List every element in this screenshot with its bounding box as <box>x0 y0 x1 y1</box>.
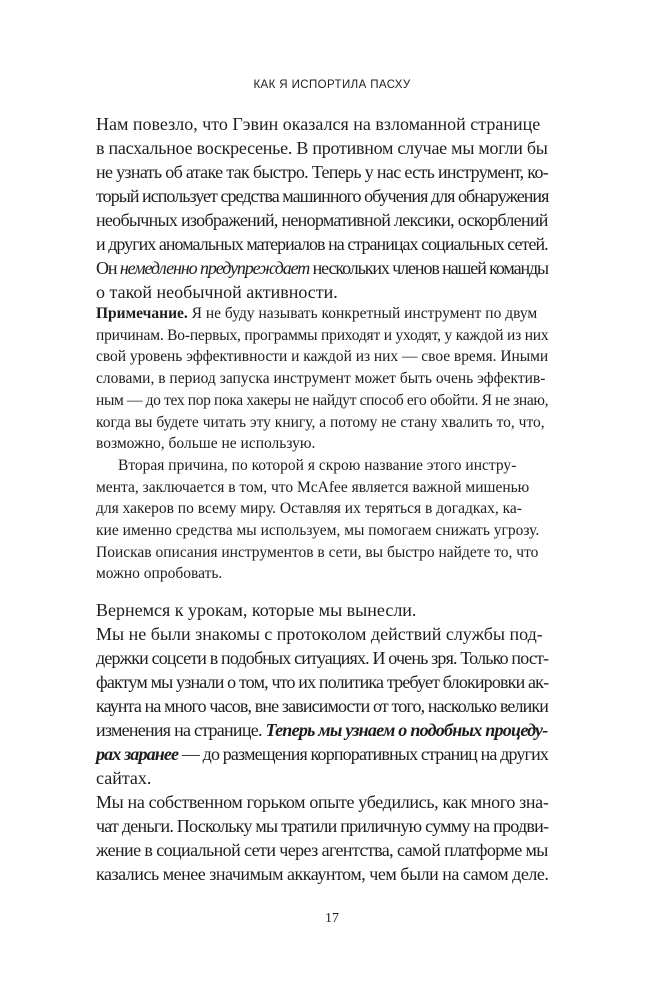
text-line <box>96 718 548 742</box>
text-line: сайтах. <box>96 768 152 788</box>
paragraph-1 <box>96 112 548 304</box>
text-segment: — до размещения корпоративных страниц на других <box>178 744 549 764</box>
text-line: Мы на собственном горьком опыте убедились, как много зна- <box>96 792 549 812</box>
text-segment: нескольких членов нашей команды <box>309 258 549 278</box>
emphasis-italic: немедленно предупреждает <box>119 258 310 278</box>
note-line: Поискав описания инструментов в сети, вы быстро найдете то, что <box>96 543 539 561</box>
note-line: для хакеров по всему миру. Оставляя их теряться в догадках, ка- <box>96 500 522 518</box>
text-segment: изменения на странице. <box>96 720 266 740</box>
note-line: Вторая причина, по которой я скрою название этого инстру- <box>118 456 517 474</box>
text-line: в пасхальное воскресенье. В противном случае мы могли бы <box>96 138 548 158</box>
text-line: казались менее значимым аккаунтом, чем были на самом деле. <box>96 864 549 884</box>
emphasis-bold-italic: рах заранее <box>96 744 179 764</box>
text-line <box>96 742 548 766</box>
paragraph-2-4 <box>96 598 548 886</box>
text-line: Вернемся к урокам, которые мы вынесли. <box>96 600 417 620</box>
note-line: ным — до тех пор пока хакеры не найдут способ его обойти. Я не знаю, <box>96 391 549 409</box>
note-line: словами, в период запуска инструмент может быть очень эффектив- <box>96 370 546 388</box>
note-line: когда вы будете читать эту книгу, а потому не стану хвалить то, что, <box>96 413 545 431</box>
note-line: кие именно средства мы используем, мы помогаем снижать угрозу. <box>96 522 540 540</box>
note-line: причинам. Во-первых, программы приходят и уходят, у каждой из них <box>96 326 549 344</box>
emphasis-bold-italic: Теперь мы узнаем о подобных процеду- <box>265 720 548 740</box>
text-line <box>96 256 548 280</box>
text-segment: Он <box>96 258 120 278</box>
note-line <box>96 303 548 325</box>
text-segment: Я не буду называть конкретный инструмент по двум <box>187 305 538 322</box>
text-line: Нам повезло, что Гэвин оказался на взломанной странице <box>96 114 541 134</box>
text-line: необычных изображений, ненормативной лексики, оскорблений <box>96 210 548 230</box>
note-block <box>96 303 548 585</box>
note-label: Примечание. <box>96 305 188 322</box>
text-line: чат деньги. Поскольку мы тратили приличную сумму на продви- <box>96 816 549 836</box>
note-line: мента, заключается в том, что McAfee является важной мишенью <box>96 478 530 496</box>
text-line: и других аномальных материалов на страницах социальных сетей. <box>96 234 548 254</box>
text-line: фактум мы узнали о том, что их политика требует блокировки ак- <box>96 672 549 692</box>
text-line: о такой необычной активности. <box>96 282 338 302</box>
note-line: свой уровень эффективности и каждой из них — свое время. Иными <box>96 348 549 366</box>
note-line: можно опробовать. <box>96 565 223 583</box>
text-line: торый использует средства машинного обучения для обнаружения <box>96 186 549 206</box>
running-head: КАК Я ИСПОРТИЛА ПАСХУ <box>253 79 411 91</box>
text-line: жение в социальной сети через агентства, самой платформе мы <box>96 840 548 860</box>
text-line: держки соцсети в подобных ситуациях. И очень зря. Только пост- <box>96 648 549 668</box>
page-number: 17 <box>325 911 339 926</box>
note-line: возможно, больше не использую. <box>96 435 316 453</box>
text-line: каунта на много часов, вне зависимости от того, насколько велики <box>96 696 548 716</box>
text-line: не узнать об атаке так быстро. Теперь у нас есть инструмент, ко- <box>96 162 549 182</box>
text-line: Мы не были знакомы с протоколом действий службы под- <box>96 624 543 644</box>
